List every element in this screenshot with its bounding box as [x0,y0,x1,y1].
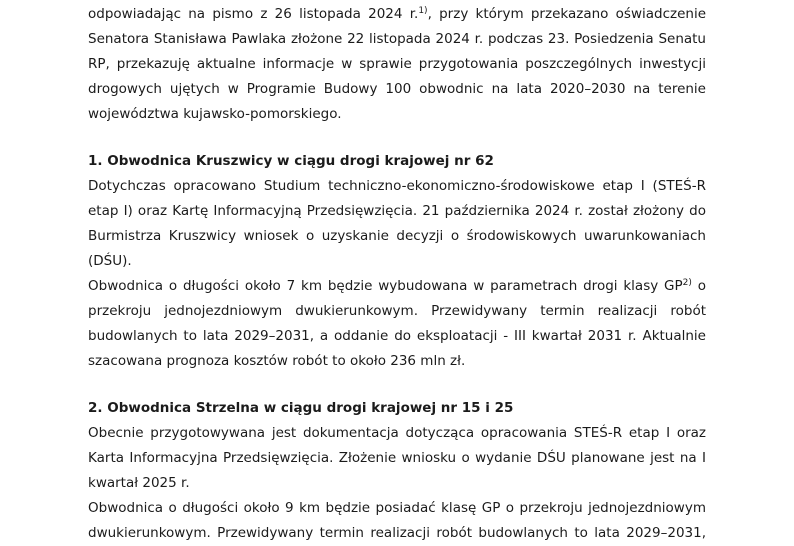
section1-text-after-footnote: o przekroju jednojezdniowym dwukierunkowym. Przewidywany termin realizacji robót budowlanych to lata 2029–2031, a oddanie do eksploatacji - III kwartał 2031 r. Aktualnie szacowana prognoza kosztów robót to około 236 mln zł. [88,278,706,369]
document-page [88,2,706,546]
section2-heading: 2. Obwodnica Strzelna w ciągu drogi krajowej nr 15 i 25 [88,400,514,416]
section2-paragraph1: Obecnie przygotowywana jest dokumentacja dotycząca opracowania STEŚ-R etap I oraz Karta Informacyjna Przedsięwzięcia. Złożenie wniosku o wydanie DŚU planowane jest na I kwartał 2025 r. [88,425,706,491]
footnote-marker-2: 2) [682,278,692,288]
section1-paragraph2 [88,274,706,374]
intro-paragraph [88,2,706,127]
section1-text-before-footnote: Obwodnica o długości około 7 km będzie wybudowana w parametrach drogi klasy GP [88,278,683,294]
intro-text-before-footnote: odpowiadając na pismo z 26 listopada 2024 r. [88,6,419,22]
intro-text-after-footnote: , przy którym przekazano oświadczenie Senatora Stanisława Pawlaka złożone 22 listopada 2024 r. podczas 23. Posiedzenia Senatu RP, przekazuję aktualne informacje w sprawie przygotowania poszczególnych inwestycji drogowych ujętych w Programie Budowy 100 obwodnic na lata 2020–2030 na terenie województwa kujawsko-pomorskiego. [88,6,707,122]
section1-paragraph1: Dotychczas opracowano Studium techniczno-ekonomiczno-środowiskowe etap I (STEŚ-R etap I) oraz Kartę Informacyjną Przedsięwzięcia. 21 października 2024 r. został złożony do Burmistrza Kruszwicy wniosek o uzyskanie decyzji o środowiskowych uwarunkowaniach (DŚU). [88,178,706,269]
section1-heading: 1. Obwodnica Kruszwicy w ciągu drogi krajowej nr 62 [88,153,494,169]
section2-paragraph2: Obwodnica o długości około 9 km będzie posiadać klasę GP o przekroju jednojezdniowym dwukierunkowym. Przewidywany termin realizacji robót budowlanych to lata 2029–2031, [88,500,706,541]
footnote-marker-1: 1) [418,6,428,16]
